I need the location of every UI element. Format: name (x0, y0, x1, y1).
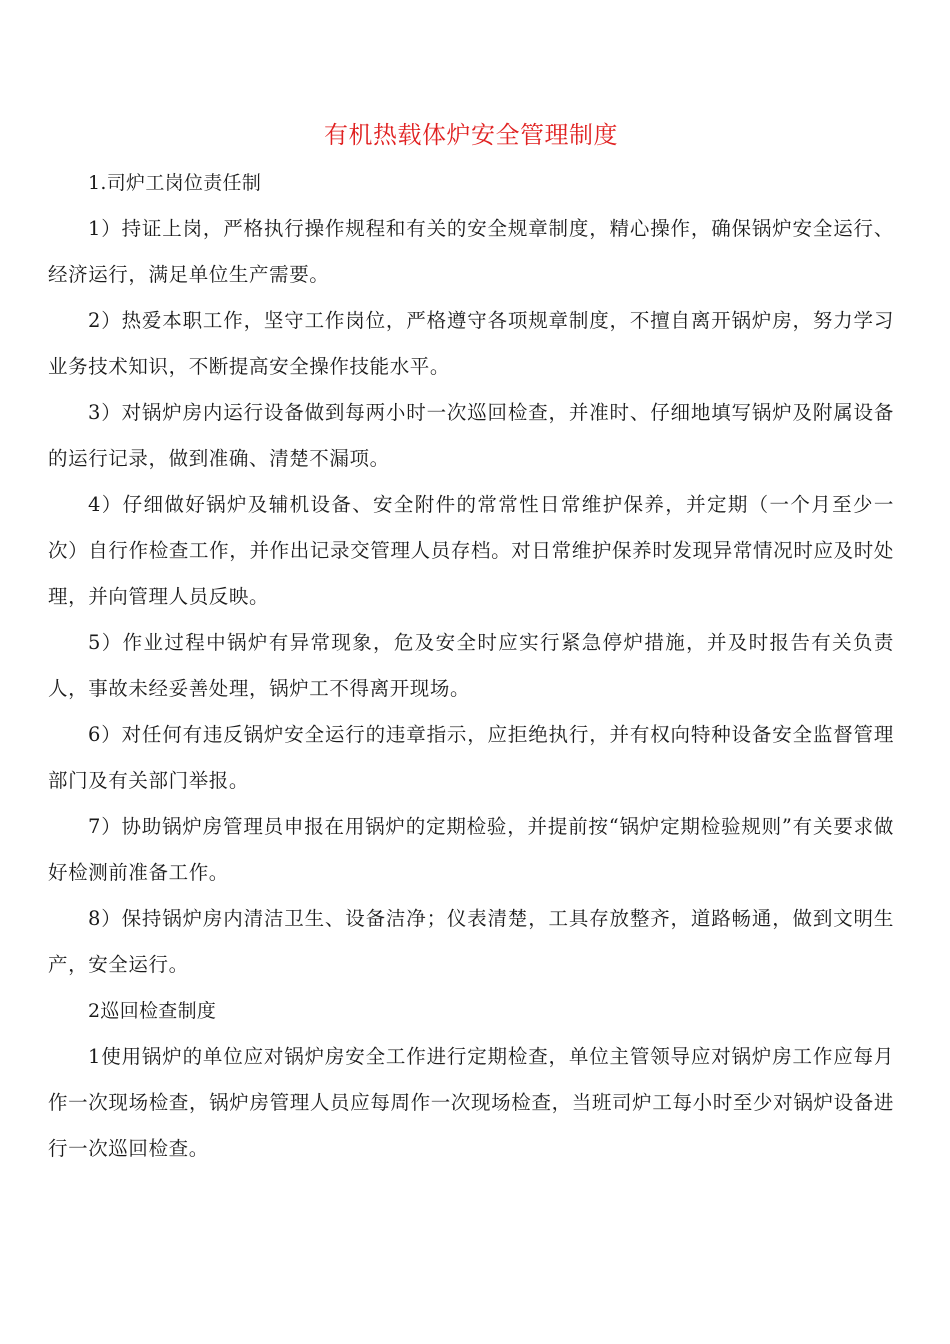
section-1-heading: 1.司炉工岗位责任制 (88, 172, 262, 194)
section-1-item-3: 3）对锅炉房内运行设备做到每两小时一次巡回检查，并准时、仔细地填写锅炉及附属设备的运行记录，做到准确、清楚不漏项。 (48, 401, 894, 470)
section-1-item-7: 7）协助锅炉房管理员申报在用锅炉的定期检验，并提前按“锅炉定期检验规则”有关要求做好检测前准备工作。 (48, 815, 894, 884)
section-2-heading: 2巡回检查制度 (88, 1000, 217, 1022)
section-1-item-1: 1）持证上岗，严格执行操作规程和有关的安全规章制度，精心操作，确保锅炉安全运行、经济运行，满足单位生产需要。 (48, 217, 894, 286)
section-2-item-1: 1使用锅炉的单位应对锅炉房安全工作进行定期检查，单位主管领导应对锅炉房工作应每月作一次现场检查，锅炉房管理人员应每周作一次现场检查，当班司炉工每小时至少对锅炉设备进行一次巡回检查。 (48, 1045, 894, 1160)
section-1-item-4: 4）仔细做好锅炉及辅机设备、安全附件的常常性日常维护保养，并定期（一个月至少一次）自行作检查工作，并作出记录交管理人员存档。对日常维护保养时发现异常情况时应及时处理，并向管理人员反映。 (48, 493, 894, 608)
section-1-item-6: 6）对任何有违反锅炉安全运行的违章指示，应拒绝执行，并有权向特种设备安全监督管理部门及有关部门举报。 (48, 723, 894, 792)
section-1-item-2: 2）热爱本职工作，坚守工作岗位，严格遵守各项规章制度，不擅自离开锅炉房，努力学习业务技术知识，不断提高安全操作技能水平。 (48, 309, 894, 378)
section-1-item-8: 8）保持锅炉房内清洁卫生、设备洁净；仪表清楚，工具存放整齐，道路畅通，做到文明生产，安全运行。 (48, 907, 894, 976)
document-title: 有机热载体炉安全管理制度 (324, 121, 618, 149)
section-1-item-5: 5）作业过程中锅炉有异常现象，危及安全时应实行紧急停炉措施，并及时报告有关负责人，事故未经妥善处理，锅炉工不得离开现场。 (48, 631, 894, 700)
